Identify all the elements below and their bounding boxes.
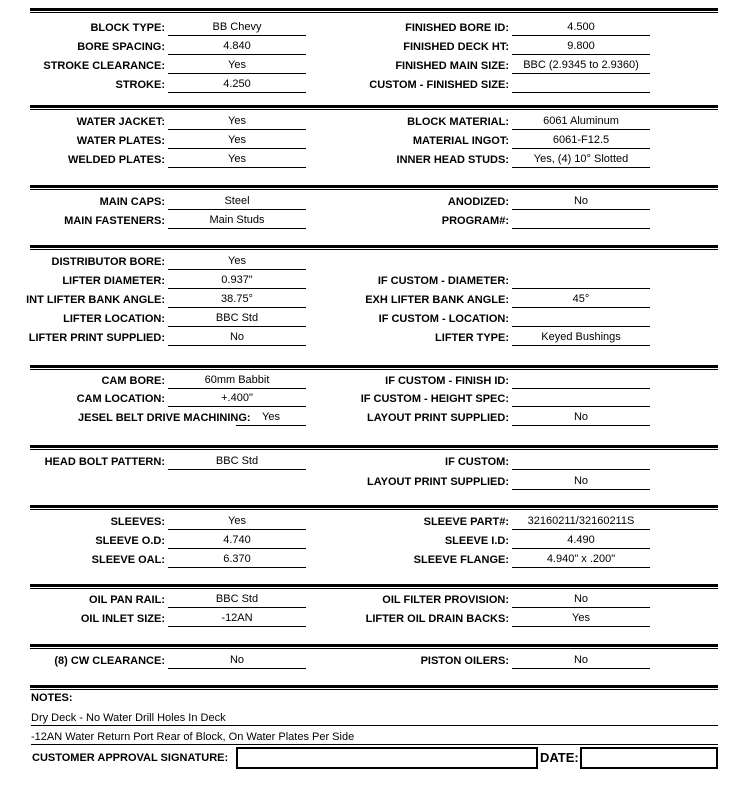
field-label-right: IF CUSTOM - HEIGHT SPEC: bbox=[360, 393, 509, 405]
field-value-right[interactable]: Keyed Bushings bbox=[512, 330, 650, 346]
field-value-right[interactable]: No bbox=[512, 410, 650, 426]
field-value-left[interactable]: BB Chevy bbox=[168, 20, 306, 36]
field-value-right[interactable]: No bbox=[512, 592, 650, 608]
field-value-right[interactable]: 4.500 bbox=[512, 20, 650, 36]
field-label-left: OIL PAN RAIL: bbox=[89, 594, 165, 606]
section-divider bbox=[30, 245, 718, 250]
field-label-right: CUSTOM - FINISHED SIZE: bbox=[369, 79, 509, 91]
section-divider bbox=[30, 584, 718, 589]
field-label-right: IF CUSTOM - DIAMETER: bbox=[377, 275, 509, 287]
field-label-left: (8) CW CLEARANCE: bbox=[54, 655, 165, 667]
field-value-left[interactable]: Yes bbox=[168, 58, 306, 74]
field-value-left[interactable]: Main Studs bbox=[168, 213, 306, 229]
field-label-left: CAM LOCATION: bbox=[76, 393, 165, 405]
field-label-left: BLOCK TYPE: bbox=[90, 22, 165, 34]
field-value-right[interactable]: 4.940" x .200" bbox=[512, 552, 650, 568]
notes-line-2: -12AN Water Return Port Rear of Block, On Water Plates Per Side bbox=[31, 729, 718, 745]
section-divider bbox=[30, 445, 718, 450]
section-divider bbox=[30, 505, 718, 510]
field-value-left[interactable]: No bbox=[168, 653, 306, 669]
field-value-right[interactable] bbox=[512, 391, 650, 407]
field-value-right[interactable] bbox=[512, 77, 650, 93]
field-label-right: SLEEVE I.D: bbox=[444, 535, 509, 547]
field-label-left: MAIN CAPS: bbox=[99, 196, 165, 208]
field-value-left[interactable]: Yes bbox=[168, 254, 306, 270]
field-value-right[interactable] bbox=[512, 373, 650, 389]
field-value-right[interactable]: Yes, (4) 10° Slotted bbox=[512, 152, 650, 168]
field-value-right[interactable]: No bbox=[512, 653, 650, 669]
field-label-right: IF CUSTOM: bbox=[445, 456, 509, 468]
signature-field[interactable] bbox=[236, 747, 538, 769]
field-value-left[interactable]: 60mm Babbit bbox=[168, 373, 306, 389]
field-label-left: WELDED PLATES: bbox=[68, 154, 165, 166]
field-value-right[interactable] bbox=[512, 311, 650, 327]
field-label-right: ANODIZED: bbox=[447, 196, 509, 208]
field-value-right[interactable]: 45° bbox=[512, 292, 650, 308]
field-label-right: FINISHED BORE ID: bbox=[405, 22, 509, 34]
field-value-left[interactable]: +.400" bbox=[168, 391, 306, 407]
field-value-left[interactable]: -12AN bbox=[168, 611, 306, 627]
section-divider bbox=[30, 365, 718, 370]
field-label-left: STROKE: bbox=[115, 79, 165, 91]
field-value-right[interactable]: 32160211/32160211S bbox=[512, 514, 650, 530]
field-value-left[interactable]: Yes bbox=[168, 152, 306, 168]
field-value-left[interactable]: Yes bbox=[168, 133, 306, 149]
field-value-left[interactable]: Yes bbox=[168, 114, 306, 130]
field-label-left: JESEL BELT DRIVE MACHINING: bbox=[78, 412, 251, 424]
field-label-right: IF CUSTOM - FINISH ID: bbox=[385, 375, 509, 387]
field-value-left[interactable]: BBC Std bbox=[168, 454, 306, 470]
field-value-left[interactable]: Yes bbox=[236, 410, 306, 426]
field-value-left[interactable]: 38.75° bbox=[168, 292, 306, 308]
field-label-right: LIFTER OIL DRAIN BACKS: bbox=[365, 613, 509, 625]
signature-label: CUSTOMER APPROVAL SIGNATURE: bbox=[32, 752, 229, 764]
field-value-left[interactable]: No bbox=[168, 330, 306, 346]
notes-title: NOTES: bbox=[31, 692, 73, 704]
date-field[interactable] bbox=[580, 747, 718, 769]
field-label-right: PISTON OILERS: bbox=[420, 655, 509, 667]
field-label-left: MAIN FASTENERS: bbox=[64, 215, 165, 227]
field-label-left: HEAD BOLT PATTERN: bbox=[44, 456, 165, 468]
date-label: DATE: bbox=[540, 750, 579, 765]
field-label-left: LIFTER PRINT SUPPLIED: bbox=[28, 332, 165, 344]
field-value-right[interactable]: 9.800 bbox=[512, 39, 650, 55]
section-divider bbox=[30, 685, 718, 690]
field-value-left[interactable]: Steel bbox=[168, 194, 306, 210]
field-value-left[interactable]: BBC Std bbox=[168, 592, 306, 608]
field-label-right: IF CUSTOM - LOCATION: bbox=[378, 313, 509, 325]
field-label-right: LAYOUT PRINT SUPPLIED: bbox=[367, 412, 509, 424]
field-label-left: SLEEVES: bbox=[110, 516, 165, 528]
field-label-left: OIL INLET SIZE: bbox=[80, 613, 165, 625]
field-value-right[interactable] bbox=[512, 454, 650, 470]
field-label-left: LIFTER LOCATION: bbox=[63, 313, 165, 325]
field-value-left[interactable]: 4.740 bbox=[168, 533, 306, 549]
section-divider bbox=[30, 8, 718, 13]
field-label-right: FINISHED MAIN SIZE: bbox=[395, 60, 509, 72]
field-value-left[interactable]: BBC Std bbox=[168, 311, 306, 327]
field-label-right: PROGRAM#: bbox=[441, 215, 509, 227]
field-value-left[interactable]: 4.250 bbox=[168, 77, 306, 93]
field-value-right[interactable]: No bbox=[512, 474, 650, 490]
field-value-right[interactable]: Yes bbox=[512, 611, 650, 627]
field-label-right: LAYOUT PRINT SUPPLIED: bbox=[367, 476, 509, 488]
field-label-right: LIFTER TYPE: bbox=[435, 332, 509, 344]
field-value-left[interactable]: 0.937" bbox=[168, 273, 306, 289]
section-divider bbox=[30, 644, 718, 649]
field-label-left: CAM BORE: bbox=[101, 375, 165, 387]
field-value-left[interactable]: Yes bbox=[168, 514, 306, 530]
field-value-right[interactable]: BBC (2.9345 to 2.9360) bbox=[512, 58, 650, 74]
field-label-left: BORE SPACING: bbox=[77, 41, 165, 53]
field-label-right: EXH LIFTER BANK ANGLE: bbox=[365, 294, 509, 306]
field-value-right[interactable]: No bbox=[512, 194, 650, 210]
signature-row bbox=[30, 747, 719, 769]
notes-line-1: Dry Deck - No Water Drill Holes In Deck bbox=[31, 710, 718, 726]
field-label-right: MATERIAL INGOT: bbox=[412, 135, 509, 147]
field-label-left: STROKE CLEARANCE: bbox=[43, 60, 165, 72]
field-label-left: DISTRIBUTOR BORE: bbox=[51, 256, 165, 268]
field-label-right: INNER HEAD STUDS: bbox=[396, 154, 509, 166]
field-value-right[interactable]: 6061 Aluminum bbox=[512, 114, 650, 130]
field-label-right: SLEEVE FLANGE: bbox=[413, 554, 509, 566]
section-divider bbox=[30, 105, 718, 110]
field-value-left[interactable]: 6.370 bbox=[168, 552, 306, 568]
field-label-left: INT LIFTER BANK ANGLE: bbox=[26, 294, 165, 306]
field-label-left: LIFTER DIAMETER: bbox=[62, 275, 165, 287]
field-label-left: SLEEVE OAL: bbox=[91, 554, 165, 566]
field-value-right[interactable] bbox=[512, 273, 650, 289]
field-label-right: FINISHED DECK HT: bbox=[403, 41, 509, 53]
field-label-right: SLEEVE PART#: bbox=[423, 516, 509, 528]
field-label-left: SLEEVE O.D: bbox=[95, 535, 165, 547]
field-label-left: WATER JACKET: bbox=[76, 116, 165, 128]
section-divider bbox=[30, 185, 718, 190]
field-label-left: WATER PLATES: bbox=[76, 135, 165, 147]
field-label-right: OIL FILTER PROVISION: bbox=[382, 594, 509, 606]
field-label-right: BLOCK MATERIAL: bbox=[407, 116, 509, 128]
field-value-right[interactable] bbox=[512, 213, 650, 229]
field-value-left[interactable]: 4.840 bbox=[168, 39, 306, 55]
field-value-right[interactable]: 4.490 bbox=[512, 533, 650, 549]
field-value-right[interactable]: 6061-F12.5 bbox=[512, 133, 650, 149]
